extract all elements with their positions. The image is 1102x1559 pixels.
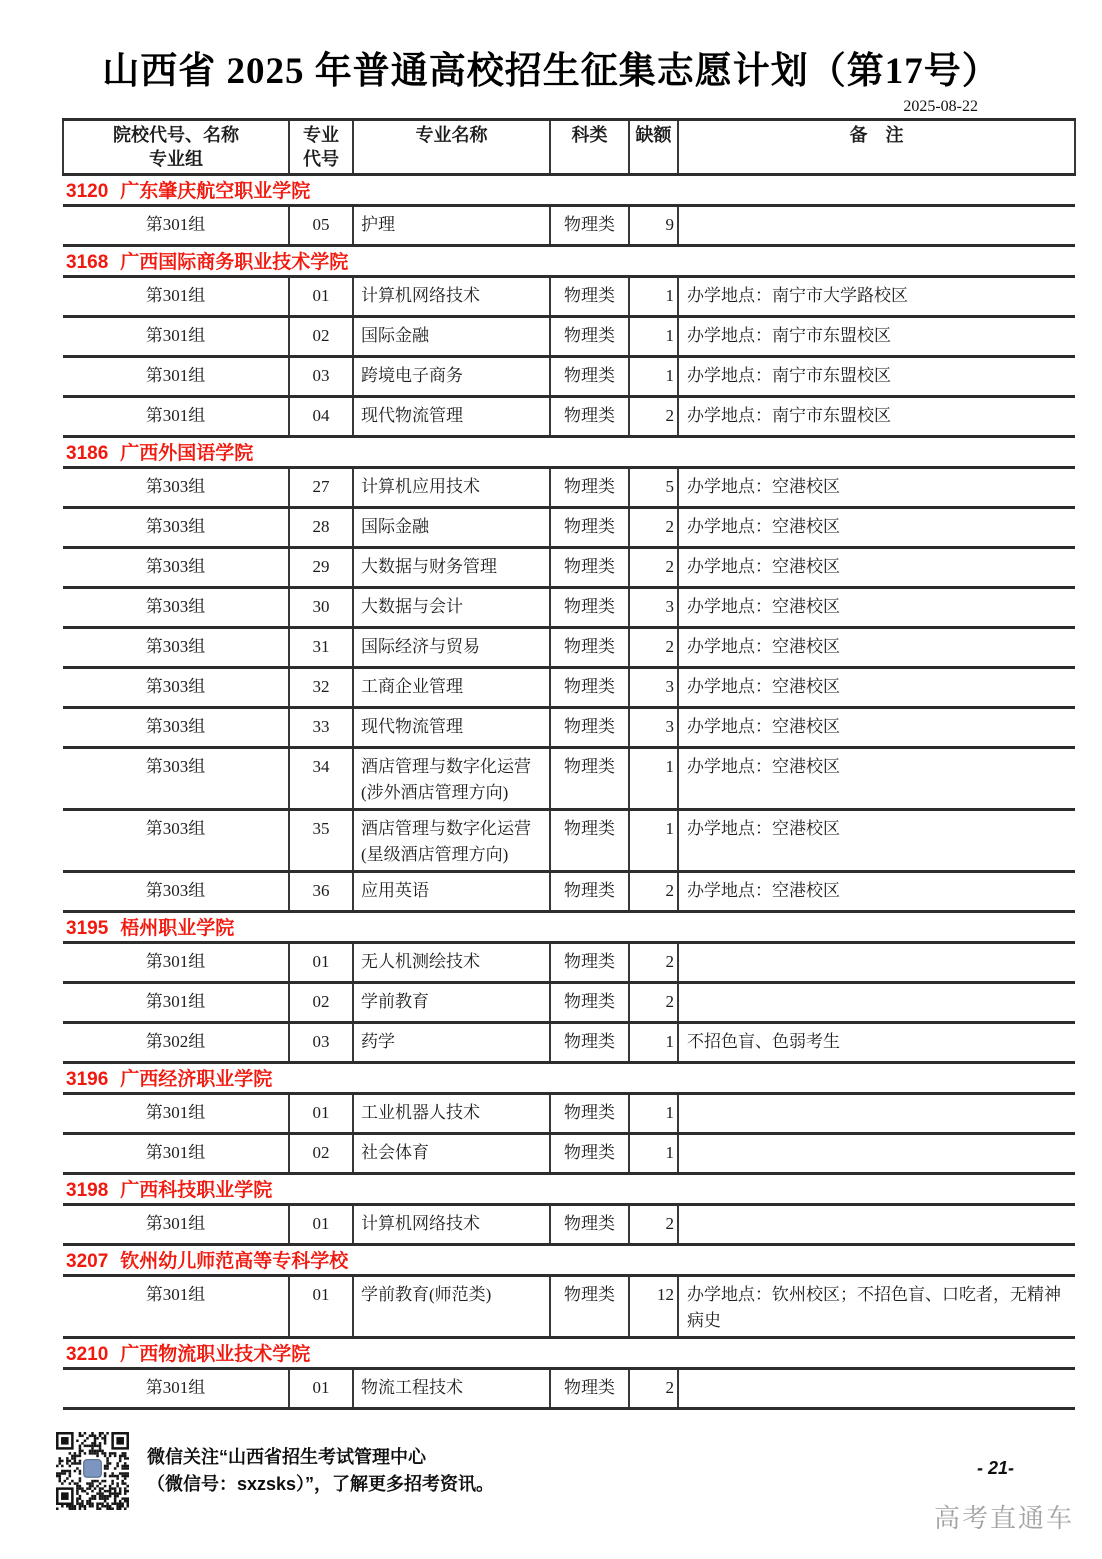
- major-code-cell: 01: [289, 943, 353, 983]
- major-name-cell: 跨境电子商务: [353, 357, 550, 397]
- college-name: 梧州职业学院: [120, 918, 235, 939]
- major-name-cell: 计算机网络技术: [353, 277, 550, 317]
- header-vacancy: 缺额: [629, 120, 678, 175]
- category-cell: 物理类: [550, 277, 629, 317]
- remark-cell: 办学地点：南宁市东盟校区: [678, 357, 1075, 397]
- header-major-code: [289, 120, 353, 175]
- major-name-cell: 无人机测绘技术: [353, 943, 550, 983]
- plan-row: [63, 628, 1075, 668]
- remark-cell: 办学地点：南宁市东盟校区: [678, 397, 1075, 437]
- major-code-cell: 34: [289, 748, 353, 810]
- category-cell: 物理类: [550, 1369, 629, 1409]
- remark-cell: [678, 943, 1075, 983]
- vacancy-cell: 3: [629, 588, 678, 628]
- vacancy-cell: 5: [629, 468, 678, 508]
- college-name: 广西外国语学院: [120, 443, 254, 464]
- vacancy-cell: 1: [629, 1094, 678, 1134]
- major-name-cell: 酒店管理与数字化运营(涉外酒店管理方向): [353, 748, 550, 810]
- major-code-cell: 02: [289, 983, 353, 1023]
- college-code: 3210: [66, 1344, 109, 1365]
- section-header-cell: [63, 1338, 1075, 1369]
- vacancy-cell: 1: [629, 1134, 678, 1174]
- category-cell: 物理类: [550, 628, 629, 668]
- watermark-text: 高考直通车: [933, 1503, 1074, 1533]
- plan-row: [63, 397, 1075, 437]
- vacancy-cell: 2: [629, 983, 678, 1023]
- plan-table-header: [63, 120, 1075, 175]
- remark-cell: [678, 1205, 1075, 1245]
- vacancy-cell: 1: [629, 317, 678, 357]
- major-name-cell: 现代物流管理: [353, 708, 550, 748]
- qr-center-logo: [84, 1460, 102, 1478]
- category-cell: 物理类: [550, 548, 629, 588]
- major-code-cell: 29: [289, 548, 353, 588]
- category-cell: 物理类: [550, 206, 629, 246]
- plan-row: [63, 810, 1075, 872]
- vacancy-cell: 1: [629, 277, 678, 317]
- section-header-row: [63, 246, 1075, 277]
- category-cell: 物理类: [550, 317, 629, 357]
- major-code-cell: 36: [289, 872, 353, 912]
- vacancy-cell: 2: [629, 548, 678, 588]
- plan-row: [63, 1369, 1075, 1409]
- vacancy-cell: 2: [629, 397, 678, 437]
- remark-cell: [678, 1134, 1075, 1174]
- vacancy-cell: 2: [629, 1369, 678, 1409]
- plan-row: [63, 357, 1075, 397]
- remark-cell: [678, 1369, 1075, 1409]
- college-code: 3198: [66, 1180, 109, 1201]
- major-name-cell: 大数据与财务管理: [353, 548, 550, 588]
- wechat-note: [147, 1432, 494, 1498]
- section-header-cell: [63, 175, 1075, 206]
- plan-row: [63, 588, 1075, 628]
- college-code: 3196: [66, 1069, 109, 1090]
- wechat-note-line1: 微信关注“山西省招生考试管理中心: [147, 1447, 426, 1467]
- group-cell: 第303组: [63, 668, 289, 708]
- category-cell: 物理类: [550, 1134, 629, 1174]
- section-header-cell: [63, 912, 1075, 943]
- vacancy-cell: 3: [629, 708, 678, 748]
- section-header-row: [63, 175, 1075, 206]
- header-college-line1: 院校代号、名称: [113, 125, 239, 145]
- section-header-cell: [63, 437, 1075, 468]
- header-major-name: 专业名称: [353, 120, 550, 175]
- major-name-cell: 大数据与会计: [353, 588, 550, 628]
- college-name: 广西国际商务职业技术学院: [120, 252, 349, 273]
- remark-cell: 办学地点：空港校区: [678, 872, 1075, 912]
- college-name: 广西经济职业学院: [120, 1069, 273, 1090]
- section-header-row: [63, 1338, 1075, 1369]
- major-name-cell: 社会体育: [353, 1134, 550, 1174]
- section-header-row: [63, 1245, 1075, 1276]
- header-remark: 备 注: [678, 120, 1075, 175]
- group-cell: 第301组: [63, 317, 289, 357]
- major-name-cell: 计算机应用技术: [353, 468, 550, 508]
- vacancy-cell: 2: [629, 628, 678, 668]
- plan-row: [63, 1276, 1075, 1338]
- remark-cell: 办学地点：南宁市东盟校区: [678, 317, 1075, 357]
- major-name-cell: 国际经济与贸易: [353, 628, 550, 668]
- vacancy-cell: 1: [629, 357, 678, 397]
- group-cell: 第301组: [63, 1205, 289, 1245]
- remark-cell: 办学地点：空港校区: [678, 748, 1075, 810]
- college-code: 3186: [66, 443, 109, 464]
- major-name-cell: 国际金融: [353, 508, 550, 548]
- plan-row: [63, 1023, 1075, 1063]
- remark-cell: 办学地点：空港校区: [678, 628, 1075, 668]
- major-code-cell: 32: [289, 668, 353, 708]
- category-cell: 物理类: [550, 983, 629, 1023]
- plan-row: [63, 943, 1075, 983]
- wechat-note-line2: （微信号：sxzsks）”，了解更多招考资讯。: [147, 1474, 495, 1494]
- major-code-cell: 27: [289, 468, 353, 508]
- major-code-cell: 03: [289, 1023, 353, 1063]
- remark-cell: 办学地点：空港校区: [678, 468, 1075, 508]
- vacancy-cell: 12: [629, 1276, 678, 1338]
- section-header-cell: [63, 1063, 1075, 1094]
- major-name-cell: 学前教育(师范类): [353, 1276, 550, 1338]
- college-name: 钦州幼儿师范高等专科学校: [120, 1251, 349, 1272]
- plan-row: [63, 277, 1075, 317]
- major-code-cell: 01: [289, 1369, 353, 1409]
- remark-cell: 办学地点：空港校区: [678, 810, 1075, 872]
- remark-cell: 办学地点：空港校区: [678, 668, 1075, 708]
- major-code-cell: 02: [289, 1134, 353, 1174]
- vacancy-cell: 9: [629, 206, 678, 246]
- group-cell: 第301组: [63, 1094, 289, 1134]
- plan-row: [63, 983, 1075, 1023]
- college-name: 广西物流职业技术学院: [120, 1344, 311, 1365]
- group-cell: 第301组: [63, 397, 289, 437]
- category-cell: 物理类: [550, 1023, 629, 1063]
- group-cell: 第301组: [63, 1369, 289, 1409]
- category-cell: 物理类: [550, 943, 629, 983]
- plan-row: [63, 668, 1075, 708]
- major-name-cell: 酒店管理与数字化运营(星级酒店管理方向): [353, 810, 550, 872]
- major-name-cell: 物流工程技术: [353, 1369, 550, 1409]
- group-cell: 第303组: [63, 708, 289, 748]
- category-cell: 物理类: [550, 357, 629, 397]
- major-code-cell: 30: [289, 588, 353, 628]
- vacancy-cell: 1: [629, 748, 678, 810]
- college-name: 广西科技职业学院: [120, 1180, 273, 1201]
- remark-cell: 办学地点：空港校区: [678, 708, 1075, 748]
- group-cell: 第301组: [63, 277, 289, 317]
- group-cell: 第303组: [63, 628, 289, 668]
- group-cell: 第301组: [63, 1134, 289, 1174]
- group-cell: 第302组: [63, 1023, 289, 1063]
- section-header-cell: [63, 1174, 1075, 1205]
- group-cell: 第303组: [63, 468, 289, 508]
- document-date: 2025-08-22: [903, 98, 978, 115]
- college-code: 3120: [66, 181, 109, 202]
- major-code-cell: 31: [289, 628, 353, 668]
- header-major-code-line1: 专业: [303, 125, 339, 145]
- vacancy-cell: 2: [629, 872, 678, 912]
- header-row: [63, 120, 1075, 175]
- vacancy-cell: 3: [629, 668, 678, 708]
- category-cell: 物理类: [550, 1276, 629, 1338]
- section-header-cell: [63, 246, 1075, 277]
- major-name-cell: 应用英语: [353, 872, 550, 912]
- remark-cell: 办学地点：南宁市大学路校区: [678, 277, 1075, 317]
- major-code-cell: 35: [289, 810, 353, 872]
- remark-cell: 办学地点：空港校区: [678, 588, 1075, 628]
- plan-row: [63, 708, 1075, 748]
- major-code-cell: 02: [289, 317, 353, 357]
- major-code-cell: 01: [289, 1094, 353, 1134]
- category-cell: 物理类: [550, 810, 629, 872]
- major-name-cell: 国际金融: [353, 317, 550, 357]
- major-code-cell: 05: [289, 206, 353, 246]
- remark-cell: 办学地点：空港校区: [678, 508, 1075, 548]
- plan-row: [63, 508, 1075, 548]
- page-title: 山西省 2025 年普通高校招生征集志愿计划（第17号）: [102, 51, 1000, 92]
- category-cell: 物理类: [550, 708, 629, 748]
- wechat-qr-code: [56, 1432, 129, 1510]
- plan-row: [63, 872, 1075, 912]
- category-cell: 物理类: [550, 668, 629, 708]
- category-cell: 物理类: [550, 872, 629, 912]
- college-code: 3168: [66, 252, 109, 273]
- plan-row: [63, 1205, 1075, 1245]
- remark-cell: 不招色盲、色弱考生: [678, 1023, 1075, 1063]
- header-college-code: [63, 120, 289, 175]
- category-cell: 物理类: [550, 748, 629, 810]
- category-cell: 物理类: [550, 508, 629, 548]
- vacancy-cell: 2: [629, 943, 678, 983]
- section-header-row: [63, 437, 1075, 468]
- remark-cell: [678, 1094, 1075, 1134]
- major-name-cell: 现代物流管理: [353, 397, 550, 437]
- section-header-cell: [63, 1245, 1075, 1276]
- plan-row: [63, 206, 1075, 246]
- major-code-cell: 33: [289, 708, 353, 748]
- group-cell: 第303组: [63, 872, 289, 912]
- college-code: 3207: [66, 1251, 109, 1272]
- category-cell: 物理类: [550, 1205, 629, 1245]
- vacancy-cell: 2: [629, 508, 678, 548]
- major-name-cell: 护理: [353, 206, 550, 246]
- section-header-row: [63, 1063, 1075, 1094]
- group-cell: 第303组: [63, 810, 289, 872]
- major-code-cell: 04: [289, 397, 353, 437]
- remark-cell: [678, 206, 1075, 246]
- major-name-cell: 计算机网络技术: [353, 1205, 550, 1245]
- major-name-cell: 工业机器人技术: [353, 1094, 550, 1134]
- admission-plan-table: [62, 118, 1076, 1410]
- college-name: 广东肇庆航空职业学院: [120, 181, 311, 202]
- major-code-cell: 28: [289, 508, 353, 548]
- remark-cell: 办学地点：钦州校区；不招色盲、口吃者，无精神病史: [678, 1276, 1075, 1338]
- header-college-line2: 专业组: [149, 149, 203, 169]
- category-cell: 物理类: [550, 468, 629, 508]
- remark-cell: [678, 983, 1075, 1023]
- major-code-cell: 03: [289, 357, 353, 397]
- header-category: 科类: [550, 120, 629, 175]
- major-name-cell: 药学: [353, 1023, 550, 1063]
- plan-table-body: [63, 175, 1075, 1409]
- group-cell: 第301组: [63, 206, 289, 246]
- group-cell: 第301组: [63, 943, 289, 983]
- group-cell: 第303组: [63, 508, 289, 548]
- plan-row: [63, 468, 1075, 508]
- qr-code-image: [56, 1432, 129, 1510]
- vacancy-cell: 2: [629, 1205, 678, 1245]
- major-code-cell: 01: [289, 277, 353, 317]
- major-code-cell: 01: [289, 1205, 353, 1245]
- college-code: 3195: [66, 918, 109, 939]
- group-cell: 第303组: [63, 748, 289, 810]
- category-cell: 物理类: [550, 588, 629, 628]
- major-name-cell: 工商企业管理: [353, 668, 550, 708]
- section-header-row: [63, 912, 1075, 943]
- group-cell: 第303组: [63, 548, 289, 588]
- group-cell: 第301组: [63, 1276, 289, 1338]
- header-major-code-line2: 代号: [303, 149, 339, 169]
- vacancy-cell: 1: [629, 1023, 678, 1063]
- group-cell: 第303组: [63, 588, 289, 628]
- plan-row: [63, 748, 1075, 810]
- group-cell: 第301组: [63, 357, 289, 397]
- group-cell: 第301组: [63, 983, 289, 1023]
- category-cell: 物理类: [550, 1094, 629, 1134]
- major-name-cell: 学前教育: [353, 983, 550, 1023]
- plan-row: [63, 1134, 1075, 1174]
- plan-row: [63, 548, 1075, 588]
- plan-row: [63, 1094, 1075, 1134]
- major-code-cell: 01: [289, 1276, 353, 1338]
- vacancy-cell: 1: [629, 810, 678, 872]
- section-header-row: [63, 1174, 1075, 1205]
- plan-row: [63, 317, 1075, 357]
- category-cell: 物理类: [550, 397, 629, 437]
- page-number: - 21-: [976, 1458, 1014, 1478]
- remark-cell: 办学地点：空港校区: [678, 548, 1075, 588]
